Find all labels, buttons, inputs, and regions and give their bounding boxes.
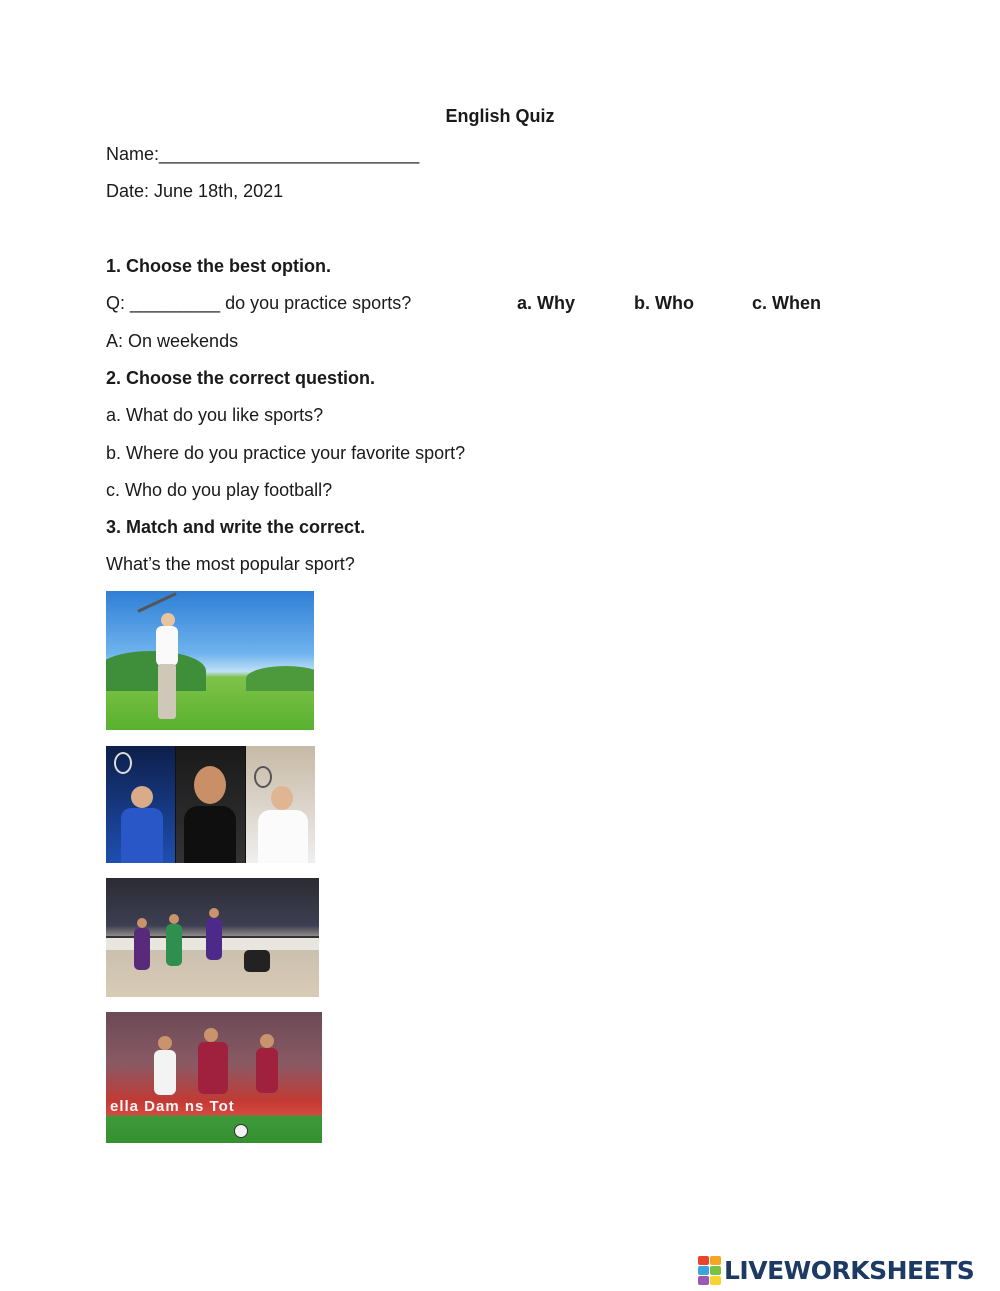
question-2-option-b[interactable]: b. Where do you practice your favorite sport? — [106, 443, 466, 463]
option-when[interactable]: c. When — [752, 293, 822, 313]
question-1-answer: A: On weekends — [106, 331, 239, 351]
question-1-text: Q: _________ do you practice sports? — [106, 293, 412, 313]
stadium-ad-board: ella Dam ns Tot — [110, 1098, 235, 1115]
soccer-player-head — [260, 1034, 274, 1048]
logo-block — [698, 1266, 709, 1275]
question-3-heading: 3. Match and write the correct. — [106, 517, 366, 537]
golf-hill — [246, 666, 314, 691]
logo-block — [710, 1276, 721, 1285]
player-shirt — [184, 806, 236, 863]
logo-wordmark: LIVEWORKSHEETS — [724, 1255, 975, 1285]
question-3-prompt: What’s the most popular sport? — [106, 554, 355, 574]
logo-block — [710, 1256, 721, 1265]
golf-club — [137, 592, 176, 612]
question-2-heading: 2. Choose the correct question. — [106, 368, 376, 388]
soccer-player — [198, 1042, 228, 1094]
option-who[interactable]: b. Who — [634, 293, 694, 313]
date-line: Date: June 18th, 2021 — [106, 181, 284, 201]
racket-icon — [114, 752, 132, 774]
hockey-player — [134, 928, 150, 970]
hockey-player-head — [209, 908, 219, 918]
question-1-heading: 1. Choose the best option. — [106, 256, 332, 276]
option-why[interactable]: a. Why — [517, 293, 576, 313]
hockey-player-head — [169, 914, 179, 924]
roller-hockey-photo — [106, 878, 319, 997]
question-2-option-c[interactable]: c. Who do you play football? — [106, 480, 333, 500]
soccer-player — [256, 1048, 278, 1093]
name-line: Name:__________________________ — [106, 144, 420, 164]
hockey-player-head — [137, 918, 147, 928]
logo-block — [698, 1276, 709, 1285]
soccer-ball-icon — [234, 1124, 248, 1138]
question-2-option-a[interactable]: a. What do you like sports? — [106, 405, 324, 425]
logo-block — [710, 1266, 721, 1275]
hockey-player — [206, 918, 222, 960]
liveworksheets-logo[interactable] — [698, 1256, 974, 1284]
tennis-photo — [106, 746, 315, 863]
player-shirt — [258, 810, 308, 863]
player-head — [194, 766, 226, 804]
golfer-body — [156, 626, 178, 666]
hockey-goalie — [244, 950, 270, 972]
soccer-player-head — [204, 1028, 218, 1042]
player-head — [131, 786, 153, 808]
logo-blocks-icon — [698, 1256, 721, 1285]
golfer-head — [161, 613, 175, 627]
logo-block — [698, 1256, 709, 1265]
player-head — [271, 786, 293, 810]
golf-photo — [106, 591, 314, 730]
racket-icon — [254, 766, 272, 788]
soccer-photo — [106, 1012, 322, 1143]
page-title: English Quiz — [445, 106, 555, 126]
soccer-player — [154, 1050, 176, 1095]
golfer-legs — [158, 664, 176, 719]
soccer-player-head — [158, 1036, 172, 1050]
player-shirt — [121, 808, 163, 863]
hockey-player — [166, 924, 182, 966]
